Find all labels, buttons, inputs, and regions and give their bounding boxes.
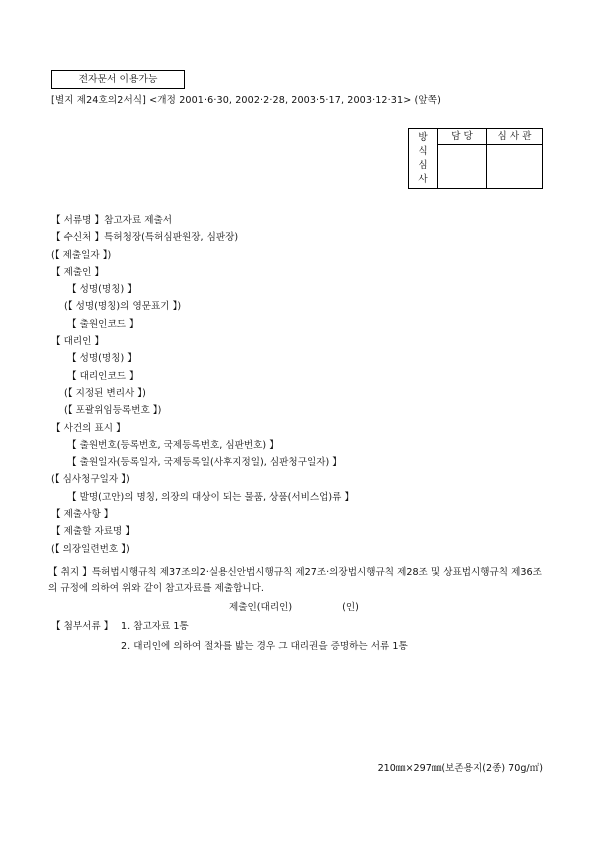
signer-label: 제출인(대리인) <box>229 602 293 613</box>
electronic-document-stamp: 전자문서 이용가능 <box>51 70 185 89</box>
purpose-statement: 【 취지 】특허법시행규칙 제37조의2·실용신안법시행규칙 제27조·의장법시행규칙 제28조 및 상표법시행규칙 제36조의 규정에 의하여 위와 같이 참고자료를 제출합니다. <box>48 567 542 594</box>
attachment-item-1: 1. 참고자료 1통 <box>121 621 189 632</box>
field-recipient: 【 수신처 】특허청장(특허심판원장, 심판장) <box>51 232 239 244</box>
field-submitter-english-name: (【 성명(명칭)의 영문표기 】) <box>64 301 182 313</box>
field-general-power-number: (【 포괄위임등록번호 】) <box>64 405 162 417</box>
form-header: [별지 제24호의2서식] <개정 2001·6·30, 2002·2·28, 2003·5·17, 2003·12·31> (앞쪽) <box>51 95 441 106</box>
approval-table <box>408 128 543 189</box>
signer-line <box>229 599 409 613</box>
form-fields <box>51 212 551 558</box>
field-submitter: 【 제출인 】 <box>51 266 105 278</box>
field-design-serial-number: (【 의장일련번호 】) <box>51 543 130 555</box>
attachments <box>51 617 408 657</box>
field-submission-items: 【 제출사항 】 <box>51 509 114 521</box>
field-application-number: 【 출원번호(등록번호, 국제등록번호, 심판번호) 】 <box>67 439 279 451</box>
attachments-label: 【 첨부서류 】 <box>51 621 114 632</box>
field-agent-name: 【 성명(명칭) 】 <box>67 353 137 365</box>
field-material-name: 【 제출할 자료명 】 <box>51 526 135 538</box>
paper-spec-footer: 210㎜×297㎜(보존용지(2종) 70g/㎡) <box>377 763 543 774</box>
field-submission-date: (【 제출일자 】) <box>51 249 112 261</box>
field-applicant-code: 【 출원인코드 】 <box>67 318 139 330</box>
approval-col-examiner: 심 사 관 <box>487 129 543 145</box>
field-application-date: 【 출원일자(등록일자, 국제등록일(사후지정일), 심판청구일자) 】 <box>67 457 342 469</box>
field-agent: 【 대리인 】 <box>51 336 105 348</box>
field-examination-request-date: (【 심사청구일자 】) <box>51 474 130 486</box>
seal-mark: (인) <box>342 602 359 613</box>
attachment-item-2: 2. 대리인에 의하여 절차를 밟는 경우 그 대리권을 증명하는 서류 1통 <box>121 641 408 652</box>
approval-cell-staff <box>438 145 487 189</box>
field-agent-code: 【 대리인코드 】 <box>67 370 139 382</box>
field-document-name: 【 서류명 】참고자료 제출서 <box>51 215 173 226</box>
approval-side-label: 방식심사 <box>409 129 438 189</box>
field-invention-title: 【 발명(고안)의 명칭, 의장의 대상이 되는 물품, 상품(서비스업)류 】 <box>67 491 355 503</box>
approval-cell-examiner <box>487 145 543 189</box>
approval-col-staff: 담 당 <box>438 129 487 145</box>
field-case-indication: 【 사건의 표시 】 <box>51 422 126 434</box>
field-submitter-name: 【 성명(명칭) 】 <box>67 284 137 296</box>
field-designated-attorney: (【 지정된 변리사 】) <box>64 387 146 399</box>
